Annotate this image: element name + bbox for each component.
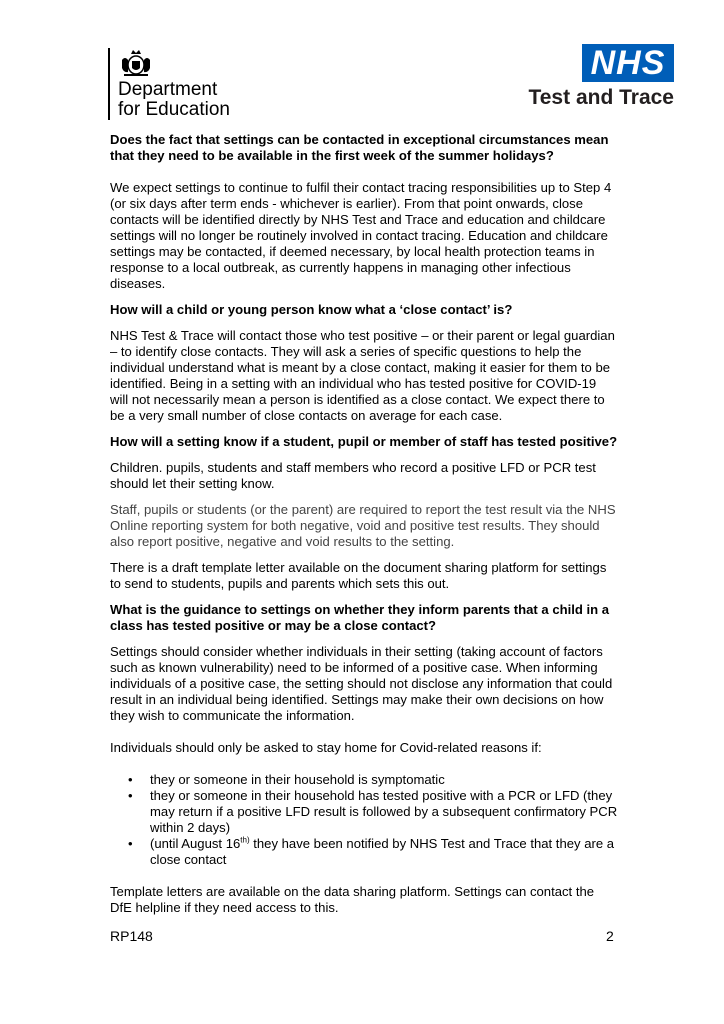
bullet-text-3-prefix: (until August 16: [150, 836, 241, 851]
question-1: Does the fact that settings can be contacted in exceptional circumstances mean that they need to be available in the first week of the summer holidays?: [110, 132, 609, 163]
bullet-text-3-suffix: they have been notified by NHS Test and Trace that they are a close contact: [150, 836, 615, 867]
question-2: How will a child or young person know what a ‘close contact’ is?: [110, 302, 513, 317]
question-3: How will a setting know if a student, pupil or member of staff has tested positive?: [110, 434, 618, 449]
answer-3-paragraph-3: There is a draft template letter available on the document sharing platform for settings to send to students, pupils and parents which sets this out.: [110, 560, 607, 591]
page-number: 2: [606, 928, 614, 944]
dfe-logo: [108, 46, 268, 122]
document-reference: RP148: [110, 928, 153, 944]
nhs-subtitle: Test and Trace: [528, 86, 674, 109]
nhs-badge: NHS: [582, 44, 674, 82]
answer-3-paragraph-1: Children. pupils, students and staff members who record a positive LFD or PCR test should let their setting know.: [110, 460, 596, 491]
bullet-list: [110, 772, 618, 868]
bullet-icon: •: [128, 788, 133, 803]
bullet-text-3-superscript: th): [240, 835, 250, 845]
bullet-text-1: they or someone in their household is symptomatic: [150, 772, 445, 787]
list-item: [110, 772, 618, 788]
bullet-icon: •: [128, 836, 133, 851]
dfe-logo-bar: [108, 48, 110, 120]
dfe-line-2: for Education: [118, 99, 230, 120]
bullet-text-2: they or someone in their household has tested positive with a PCR or LFD (they may return if a positive LFD result is followed by a subsequent confirmatory PCR within 2 days): [150, 788, 618, 835]
document-body: [110, 132, 618, 916]
answer-4-paragraph-3: Template letters are available on the data sharing platform. Settings can contact the DfE helpline if they need access to this.: [110, 884, 595, 915]
question-4: What is the guidance to settings on whether they inform parents that a child in a class has tested positive or may be a close contact?: [110, 602, 610, 633]
dfe-wordmark: [118, 80, 230, 120]
list-item: [110, 836, 618, 868]
answer-2: NHS Test & Trace will contact those who test positive – or their parent or legal guardian – to identify close contacts. They will ask a series of specific questions to help the individual understand what is meant by a close contact, making it easier for them to be identified. Being in a setting with an individual who has tested positive for COVID-19 will not necessarily mean a person is identified as a close contact. We expect there to be a very small number of close contacts on average for each case.: [110, 328, 615, 423]
answer-4-paragraph-1: Settings should consider whether individuals in their setting (taking account of factors such as known vulnerability) need to be informed of a positive case. When informing individuals of a positive case, the setting should not disclose any information that could result in an individual being identified. Settings may make their own decisions on how they wish to communicate the information.: [110, 644, 613, 723]
bullet-icon: •: [128, 772, 133, 787]
nhs-test-and-trace-logo: [514, 44, 674, 114]
answer-1: We expect settings to continue to fulfil their contact tracing responsibilities up to Step 4 (or six days after term ends - whichever is earlier). From that point onwards, close contacts will be identified directly by NHS Test and Trace and education and childcare settings will no longer be routinely involved in contact tracing. Education and childcare settings may be contacted, if deemed necessary, by local health protection teams in response to a local outbreak, as currently happens in managing other infectious diseases.: [110, 180, 612, 291]
answer-4-paragraph-2: Individuals should only be asked to stay home for Covid-related reasons if:: [110, 740, 542, 755]
answer-3-paragraph-2: Staff, pupils or students (or the parent) are required to report the test result via the NHS Online reporting system for both negative, void and positive test results. They should also report positive, negative and void results to the setting.: [110, 502, 616, 549]
dfe-line-1: Department: [118, 79, 218, 100]
royal-crest-icon: [118, 48, 154, 78]
list-item: [110, 788, 618, 836]
